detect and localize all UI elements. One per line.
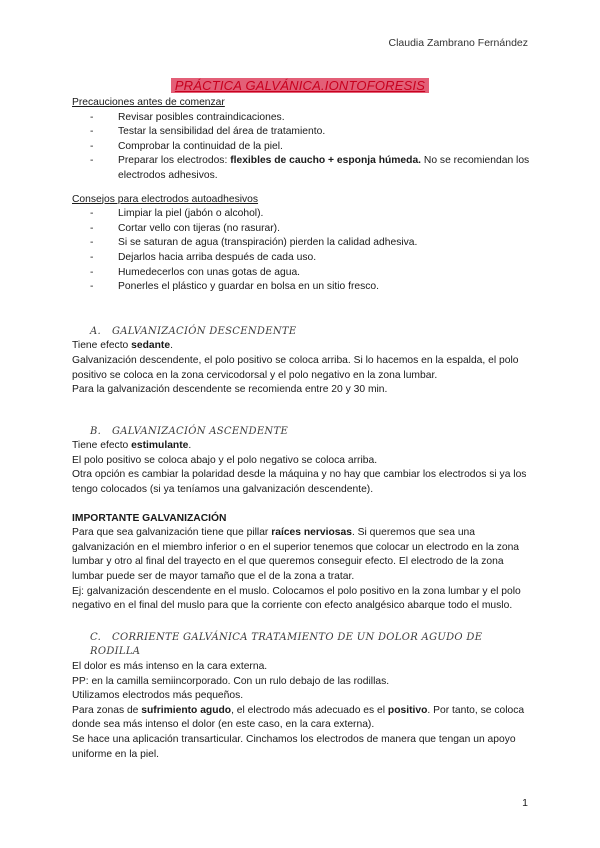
item-text: Preparar los electrodos: [118,155,231,167]
list-item: - Testar la sensibilidad del área de tratamiento. [118,125,530,140]
section-c-line: PP: en la camilla semiincorporado. Con un rulo debajo de las rodillas. [72,675,390,687]
consejos-list [72,207,530,295]
effect-keyword: sedante [131,340,171,352]
section-a-paragraph: Para la galvanización descendente se recomienda entre 20 y 30 min. [72,384,388,396]
list-item: - Ponerles el plástico y guardar en bolsa en un sitio fresco. [118,280,530,295]
list-item: - Humedecerlos con unas gotas de agua. [118,266,530,281]
section-b-heading [90,425,530,440]
section-a-paragraph: Galvanización descendente, el polo positivo se coloca arriba. Si lo hacemos en la espalda, el polo positivo se coloca en la zona cervicodorsal y el polo negativo en la zona lumbar. [72,354,519,381]
precauciones-list [72,111,530,184]
keyword-bold: positivo [387,704,428,716]
section-title: GALVANIZACIÓN DESCENDENTE [112,325,297,337]
section-a-heading [90,325,530,340]
section-b-paragraph: Otra opción es cambiar la polaridad desde la máquina y no hay que cambiar los electrodos si ya los tengo colocados (si ya teníamos una galvanización descendente). [72,469,527,496]
list-item: - Revisar posibles contraindicaciones. [118,111,530,126]
section-b-effect: Tiene efecto estimulante. [72,440,192,452]
list-item: - Comprobar la continuidad de la piel. [118,140,530,155]
list-item [118,154,530,183]
title-container [0,77,600,95]
list-item: - Dejarlos hacia arriba después de cada uso. [118,251,530,266]
section-letter: A. [90,325,102,337]
author-name: Claudia Zambrano Fernández [388,37,528,49]
page-number: 1 [522,797,528,809]
list-item: - Si se saturan de agua (transpiración) pierden la calidad adhesiva. [118,236,530,251]
importante-paragraph: Para que sea galvanización tiene que pillar raíces nerviosas. Si queremos que sea una galvanización en el miembro inferior o en el superior tenemos que colocar un electrodo en la zona lumbar y otro al final del trayecto en el que queremos conseguir efecto. El electrodo de la zona lumbar puede ser de mayor tamaño que el de la zona a tratar. [72,527,520,583]
keyword-bold: sufrimiento agudo [141,704,232,716]
document-content [72,96,530,762]
consejos-heading: Consejos para electrodos autoadhesivos [72,193,259,205]
section-c-line: Utilizamos electrodos más pequeños. [72,690,244,702]
precauciones-heading: Precauciones antes de comenzar [72,97,225,108]
importante-heading: IMPORTANTE GALVANIZACIÓN [72,512,227,524]
section-letter: B. [90,425,102,437]
section-letter: C. [90,631,102,643]
section-a-effect: Tiene efecto sedante. [72,340,173,352]
section-title: CORRIENTE GALVÁNICA TRATAMIENTO DE UN DOLOR AGUDO DE RODILLA [90,631,483,658]
keyword-bold: raíces nerviosas [271,527,352,539]
section-b-paragraph: El polo positivo se coloca abajo y el polo negativo se coloca arriba. [72,454,378,466]
section-c-paragraph: Para zonas de sufrimiento agudo, el electrodo más adecuado es el positivo. Por tanto, se coloca donde sea más intenso el dolor (en este caso, en la cara externa). [72,704,525,731]
page-title: PRÁCTICA GALVÁNICA.IONTOFORESIS [171,78,429,93]
section-title: GALVANIZACIÓN ASCENDENTE [112,425,289,437]
section-c-line: El dolor es más intenso en la cara externa. [72,661,268,672]
importante-example: Ej: galvanización descendente en el muslo. Colocamos el polo positivo en la zona lumbar y el polo negativo en el final del muslo para que la corriente con efecto analgésico abarque todo el muslo. [72,585,521,612]
list-item: - Limpiar la piel (jabón o alcohol). [118,207,530,222]
list-item: - Cortar vello con tijeras (no rasurar). [118,222,530,237]
effect-keyword: estimulante [131,440,189,452]
item-text: No se recomiendan los electrodos adhesivos. [118,155,530,181]
section-c-heading [90,631,530,660]
item-bold-text: flexibles de caucho + esponja húmeda. [230,155,422,167]
section-c-paragraph: Se hace una aplicación transarticular. Cinchamos los electrodos de manera que tengan un apoyo uniforme en la piel. [72,733,516,760]
